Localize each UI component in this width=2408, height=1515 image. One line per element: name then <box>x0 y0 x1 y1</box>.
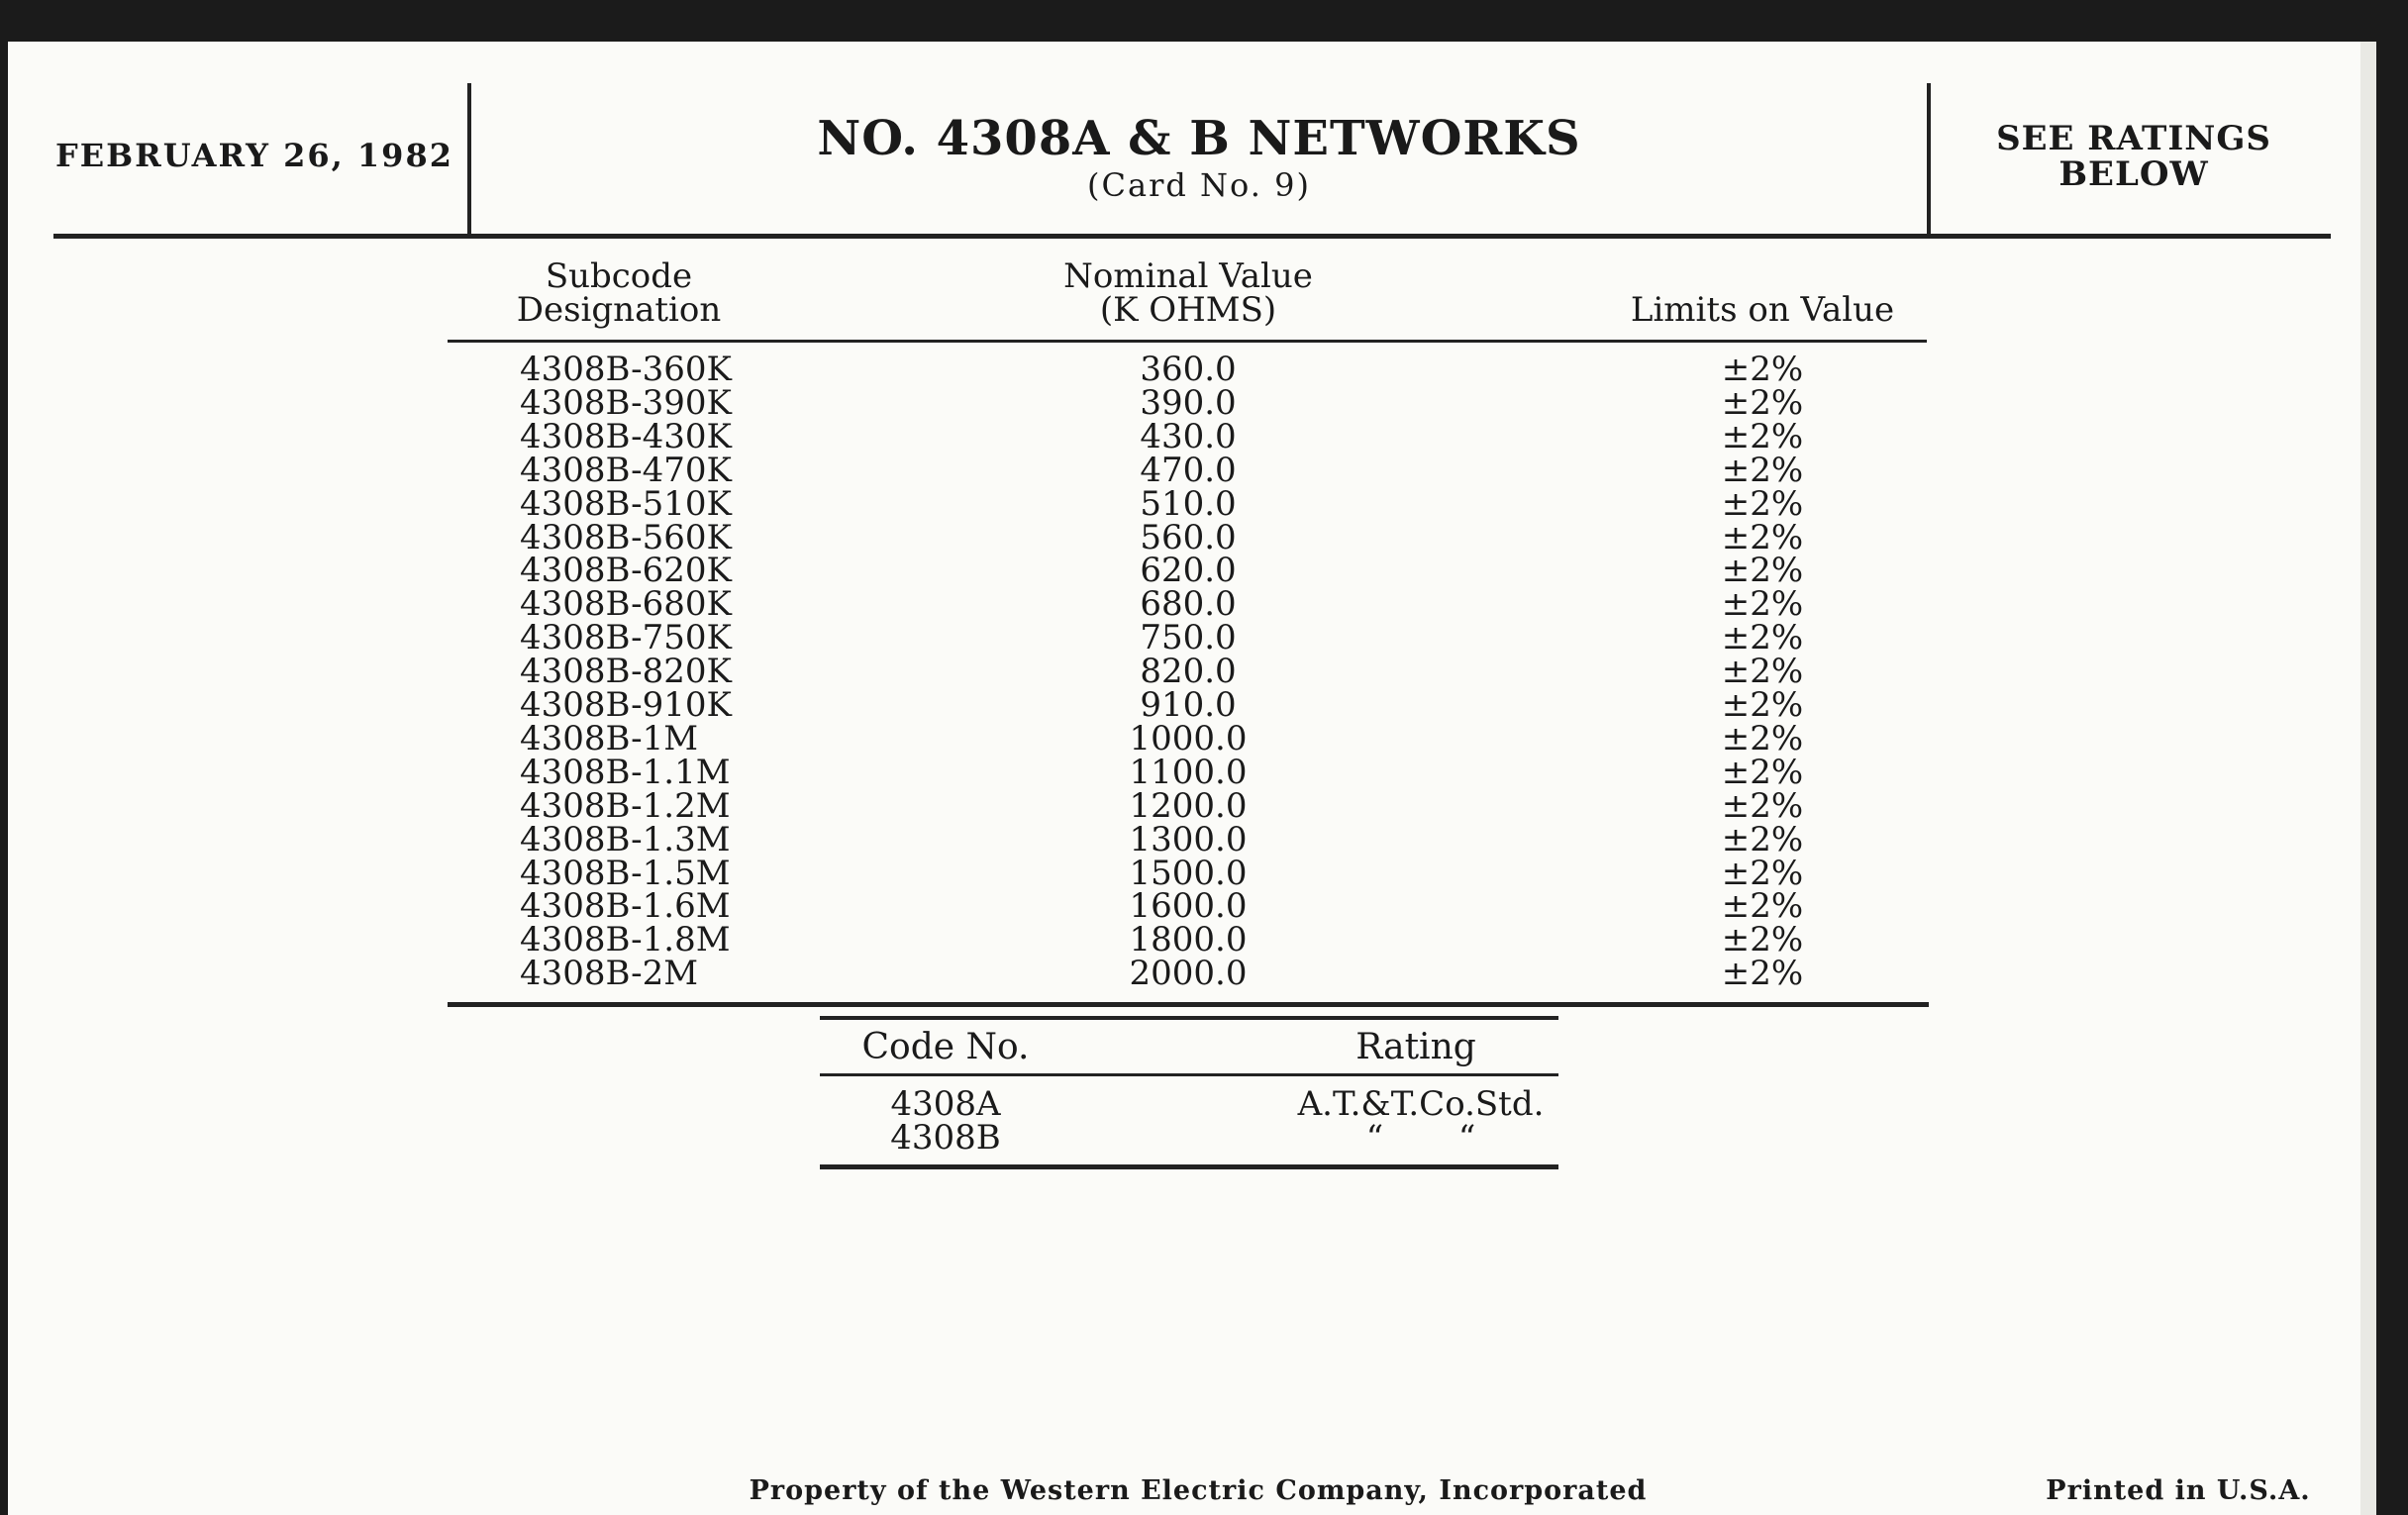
table-row <box>0 350 2408 389</box>
subcode-cell: 4308B-910K <box>520 685 732 725</box>
footer-property: Property of the Western Electric Company, Incorporated <box>749 1475 1648 1506</box>
ratings-note-line1: SEE RATINGS <box>1996 119 2271 158</box>
nominal-value-cell: 390.0 <box>1140 382 1237 423</box>
nominal-value-cell: 1200.0 <box>1129 785 1248 826</box>
table-row <box>0 618 2408 658</box>
code-cell: 4308A <box>890 1084 1001 1124</box>
subcode-cell: 4308B-1.8M <box>520 920 731 960</box>
table-row <box>0 551 2408 591</box>
nominal-value-cell: 360.0 <box>1140 350 1237 389</box>
table-row <box>0 584 2408 625</box>
nominal-value-cell: 1800.0 <box>1129 920 1248 960</box>
rating-header-rule <box>820 1073 1558 1076</box>
limit-cell: ±2% <box>1721 785 1804 826</box>
subcode-cell: 4308B-2M <box>520 954 699 994</box>
ratings-note <box>1941 121 2327 192</box>
limit-cell: ±2% <box>1721 718 1804 758</box>
col-header-nominal-value <box>990 256 1386 330</box>
subcode-cell: 4308B-1.3M <box>520 819 731 859</box>
rating-cell: “ “ <box>1365 1118 1476 1158</box>
subcode-cell: 4308B-620K <box>520 551 732 591</box>
nominal-value-cell: 820.0 <box>1140 652 1237 692</box>
table-bottom-rule <box>448 1002 1929 1007</box>
table-row <box>0 886 2408 927</box>
table-row <box>0 685 2408 725</box>
table-row <box>0 450 2408 490</box>
table-row <box>0 920 2408 960</box>
limit-cell: ±2% <box>1721 450 1804 490</box>
subcode-cell: 4308B-560K <box>520 517 732 557</box>
subcode-cell: 4308B-390K <box>520 382 732 423</box>
table-row <box>0 416 2408 456</box>
limit-cell: ±2% <box>1721 853 1804 893</box>
table-row <box>0 517 2408 557</box>
nominal-value-cell: 620.0 <box>1140 551 1237 591</box>
table-row <box>0 785 2408 826</box>
footer-printed: Printed in U.S.A. <box>2046 1475 2311 1506</box>
limit-cell: ±2% <box>1721 483 1804 524</box>
limit-cell: ±2% <box>1721 517 1804 557</box>
table-row <box>0 483 2408 524</box>
table-row <box>0 853 2408 893</box>
nominal-value-cell: 750.0 <box>1140 618 1237 658</box>
nominal-value-cell: 1500.0 <box>1129 853 1248 893</box>
subcode-cell: 4308B-430K <box>520 416 732 456</box>
rating-row <box>0 1084 2408 1124</box>
limit-cell: ±2% <box>1721 819 1804 859</box>
col-header-nominal-line2: (K OHMS) <box>1099 290 1277 330</box>
subcode-cell: 4308B-820K <box>520 652 732 692</box>
limit-cell: ±2% <box>1721 584 1804 625</box>
table-row <box>0 652 2408 692</box>
nominal-value-cell: 470.0 <box>1140 450 1237 490</box>
col-header-limits: Limits on Value <box>1630 290 1895 330</box>
nominal-value-cell: 510.0 <box>1140 483 1237 524</box>
nominal-value-cell: 680.0 <box>1140 584 1237 625</box>
header-rule <box>53 234 2331 239</box>
rating-col-header-rating: Rating <box>1355 1027 1476 1067</box>
ratings-note-line2: BELOW <box>2058 154 2209 194</box>
nominal-value-cell: 1100.0 <box>1129 752 1248 792</box>
subcode-cell: 4308B-1.2M <box>520 785 731 826</box>
subcode-cell: 4308B-510K <box>520 483 732 524</box>
subcode-cell: 4308B-1.5M <box>520 853 731 893</box>
limit-cell: ±2% <box>1721 752 1804 792</box>
subcode-cell: 4308B-470K <box>520 450 732 490</box>
subcode-cell: 4308B-360K <box>520 350 732 389</box>
table-row <box>0 382 2408 423</box>
nominal-value-cell: 1600.0 <box>1129 886 1248 927</box>
rating-table-bottom-rule <box>820 1164 1558 1169</box>
limit-cell: ±2% <box>1721 551 1804 591</box>
table-row <box>0 819 2408 859</box>
limit-cell: ±2% <box>1721 618 1804 658</box>
col-header-subcode-line2: Designation <box>516 290 722 330</box>
rating-row <box>0 1118 2408 1158</box>
limit-cell: ±2% <box>1721 416 1804 456</box>
subcode-cell: 4308B-1.1M <box>520 752 731 792</box>
nominal-value-cell: 1000.0 <box>1129 718 1248 758</box>
table-header-rule <box>448 340 1927 343</box>
subcode-cell: 4308B-680K <box>520 584 732 625</box>
col-header-nominal-line1: Nominal Value <box>1063 256 1313 296</box>
table-row <box>0 718 2408 758</box>
subcode-cell: 4308B-1M <box>520 718 699 758</box>
table-row <box>0 954 2408 994</box>
code-cell: 4308B <box>890 1118 1001 1158</box>
limit-cell: ±2% <box>1721 685 1804 725</box>
rating-table-body <box>0 1084 2408 1159</box>
nominal-value-cell: 910.0 <box>1140 685 1237 725</box>
limit-cell: ±2% <box>1721 382 1804 423</box>
nominal-value-cell: 560.0 <box>1140 517 1237 557</box>
limit-cell: ±2% <box>1721 954 1804 994</box>
rating-col-header-code: Code No. <box>861 1027 1030 1067</box>
rating-table-top-rule <box>820 1016 1558 1020</box>
nominal-value-cell: 1300.0 <box>1129 819 1248 859</box>
page-title: NO. 4308A & B NETWORKS <box>817 111 1581 166</box>
subcode-cell: 4308B-1.6M <box>520 886 731 927</box>
subcode-cell: 4308B-750K <box>520 618 732 658</box>
page-subtitle: (Card No. 9) <box>1087 166 1311 204</box>
nominal-value-cell: 2000.0 <box>1129 954 1248 994</box>
table-row <box>0 752 2408 792</box>
col-header-subcode-line1: Subcode <box>545 256 693 296</box>
limit-cell: ±2% <box>1721 652 1804 692</box>
rating-cell: A.T.&T.Co.Std. <box>1297 1084 1545 1124</box>
header-divider-right <box>1927 83 1931 234</box>
limit-cell: ±2% <box>1721 350 1804 389</box>
nominal-value-cell: 430.0 <box>1140 416 1237 456</box>
col-header-subcode <box>460 256 777 330</box>
limit-cell: ±2% <box>1721 920 1804 960</box>
network-table-body <box>0 350 2408 996</box>
issue-date: FEBRUARY 26, 1982 <box>55 137 453 174</box>
limit-cell: ±2% <box>1721 886 1804 927</box>
